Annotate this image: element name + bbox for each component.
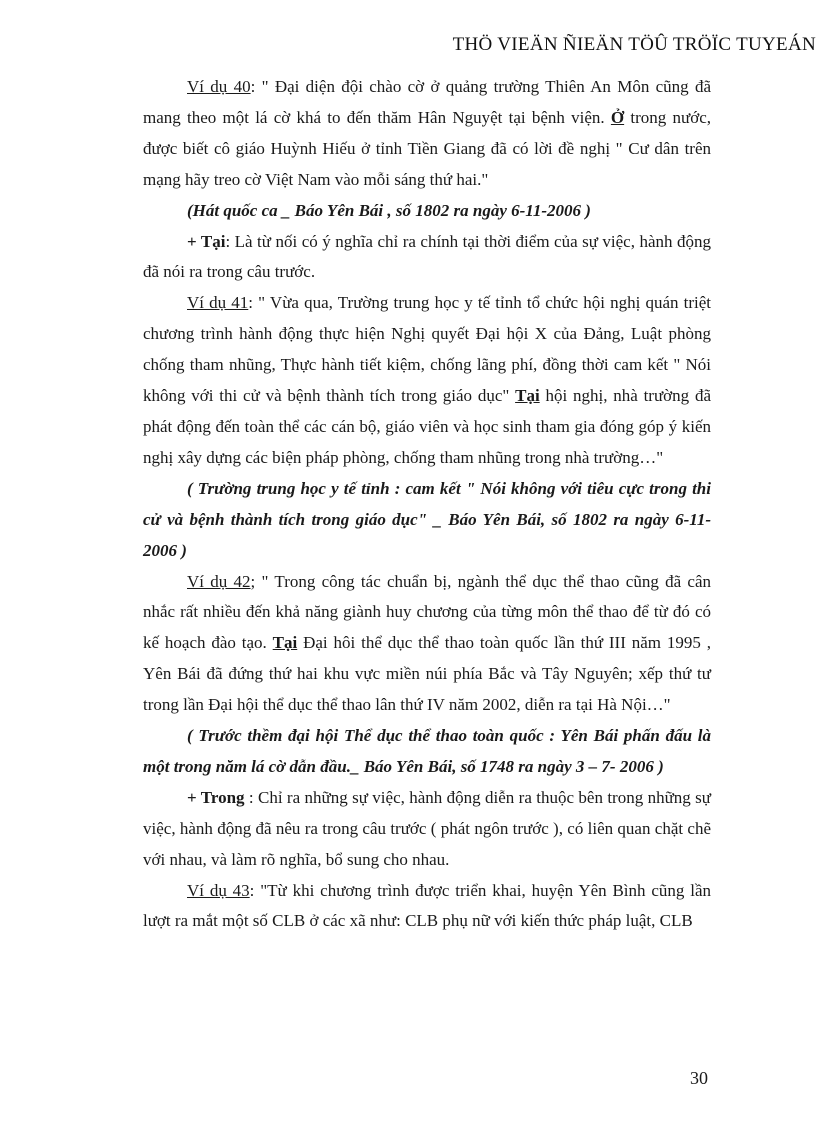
example-label: Ví dụ 43 [187, 880, 250, 900]
page-header: THÖ VIEÄN ÑIEÄN TÖÛ TRÖÏC TUYEÁN [452, 34, 816, 55]
definition-paragraph [143, 783, 711, 876]
example-text: trong nước, được biết cô giáo Huỳnh Hiếu ở tỉnh Tiền Giang đã có lời đề nghị " Cư dân trên mạng hãy treo cờ Việt Nam vào mỗi sáng thứ hai." [143, 107, 711, 189]
keyword-highlight: Ở [610, 107, 625, 127]
example-label: Ví dụ 40 [187, 77, 251, 96]
example-text: hội nghị, nhà trường đã phát động đến toàn thể các cán bộ, giáo viên và học sinh tham gia đóng góp ý kiến nghị xây dựng các biện pháp phòng, chống tham nhũng trong nhà trường…" [143, 386, 711, 467]
definition-term: + Trong [187, 787, 245, 807]
example-paragraph [143, 567, 711, 722]
citation: ( Trước thềm đại hội Thể dục thể thao toàn quốc : Yên Bái phấn đấu là một trong năm lá cờ dẫn đầu._ Báo Yên Bái, số 1748 ra ngày 3 – 7- 2006 ) [143, 726, 711, 776]
example-text: : "Từ khi chương trình được triển khai, huyện Yên Bình cũng lần lượt ra mắt một số CLB ở các xã như: CLB phụ nữ với kiến thức pháp luật, CLB [143, 880, 712, 931]
example-text: : " Đại diện đội chào cờ ở quảng trường Thiên An Môn cũng đã mang theo một lá cờ khá to đến thăm Hân Nguyệt tại bệnh viện. [143, 77, 712, 127]
page-number: 30 [690, 1068, 708, 1088]
example-text: ; " Trong công tác chuẩn bị, ngành thể dục thể thao cũng đã cân nhắc rất nhiều đến khả năng giành huy chương của từng môn thể thao để từ đó có kế hoạch đào tạo. [143, 571, 711, 653]
example-paragraph [143, 876, 711, 938]
definition-term: + Tại [187, 231, 226, 251]
example-label: Ví dụ 42 [187, 571, 251, 591]
example-text: Đại hôi thể dục thể thao toàn quốc lần thứ III năm 1995 , Yên Bái đã đứng thứ hai khu vực miền núi phía Bắc và Tây Nguyên; xếp thứ tư trong lần Đại hội thể dục thể thao lân thứ IV năm 2002, diễn ra tại Hà Nội…" [143, 633, 711, 715]
definition-text: : Chỉ ra những sự việc, hành động diễn ra thuộc bên trong những sự việc, hành động đã nêu ra trong câu trước ( phát ngôn trước ), có liên quan chặt chẽ với nhau, và làm rõ nghĩa, bổ sung cho nhau. [143, 787, 711, 869]
citation: (Hát quốc ca _ Báo Yên Bái , số 1802 ra ngày 6-11-2006 ) [187, 200, 591, 220]
keyword-highlight: Tại [515, 386, 540, 406]
definition-paragraph [143, 227, 711, 289]
keyword-highlight: Tại [272, 633, 298, 653]
citation: ( Trường trung học y tế tỉnh : cam kết " Nói không với tiêu cực trong thi cử và bệnh thành tích trong giáo dục" _ Báo Yên Bái, số 1802 ra ngày 6-11-2006 ) [143, 478, 711, 560]
example-text: : " Vừa qua, Trường trung học y tế tỉnh tổ chức hội nghị quán triệt chương trình hành động thực hiện Nghị quyết Đại hội X của Đảng, Luật phòng chống tham nhũng, Thực hành tiết kiệm, chống lãng phí, đồng thời cam kết " Nói không với thi cử và bệnh thành tích trong giáo dục" [143, 293, 712, 406]
example-paragraph [143, 72, 711, 196]
example-label: Ví dụ 41 [187, 293, 249, 313]
document-body [143, 72, 711, 937]
definition-text: : Là từ nối có ý nghĩa chỉ ra chính tại thời điểm của sự việc, hành động đã nói ra trong câu trước. [143, 231, 711, 282]
example-paragraph [143, 288, 711, 473]
